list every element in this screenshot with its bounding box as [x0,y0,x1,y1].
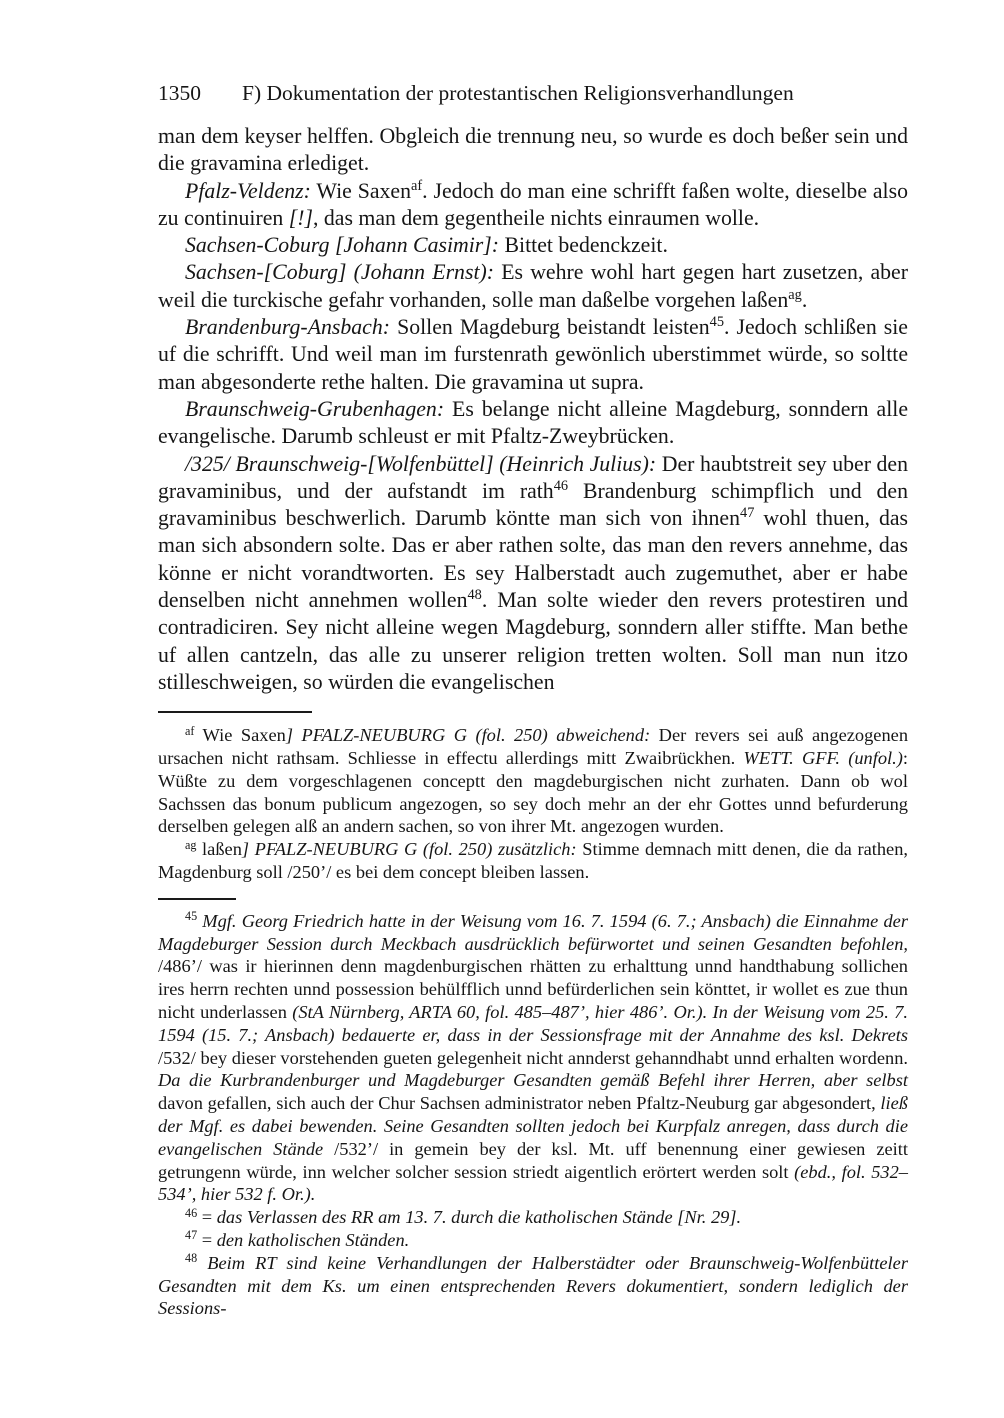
letter-footnotes [158,724,908,884]
footnote-47: $^{47}$ = den katholischen Ständen. [185,1228,410,1250]
text-column [158,80,908,1320]
footnote-marker: ag [185,837,197,852]
footnote-45: $^{45}$ Mgf. Georg Friedrich hatte in der Weisung vom 16. 7. 1594 (6. 7.; Ansbach) die Einnahme der Magdeburger Session durch Meckbach ausdrücklich befürwortet und seinen Gesandten befohlen, /486’/ was ir hierinnen denn magdenburgischen rhätten zu erhalttung unnd handthabung sollichen ires herrn rechten unnd possession behülfflich unnd befürderlichen sein könttet, ir wollet es zue thun nicht underlassen (StA Nürnberg, ARTA 60, fol. 485–487’, hier 486’. Or.). In der Weisung vom 25. 7. 1594 (15. 7.; Ansbach) bedauerte er, dass in der Sessionsfrage mit der Annahme des ksl. Dekrets /532/ bey dieser vorstehenden gueten gelegenheit nicht annderst gehanndhabt unnd erhalten wordenn. Da die Kurbrandenburger und Magdeburger Gesandten gemäß Befehl ihrer Herren, aber selbst davon gefallen, sich auch der Chur Sachsen administrator neben Pfaltz-Neuburg gar abgesondert, ließ der Mgf. es dabei bewenden. Seine Gesandten sollten jedoch bei Kurpfalz anregen, dass durch die evangelischen Stände /532’/ in gemein bey der ksl. Mt. uff benennung einer gewiesen zeitt getrungenn würde, inn welcher solcher session striedt aigentlich erörtert werden solt (ebd., fol. 532–534’, hier 532 f. Or.). [158,909,909,1205]
footnote-marker: 47 [740,505,755,522]
number-footnotes [158,910,908,1320]
footnote-marker: 46 [553,477,569,494]
paragraph-pfalz-veldenz: Pfalz-Veldenz: Wie Saxen$^{af}$. Jedoch do man eine schrifft faßen wolte, dieselbe also zu continuiren [!], das man dem gegentheile nichts einraumen wolle. [158,177,908,230]
paragraph-braunschweig-wolfenbuettel: /325/ Braunschweig-[Wolfenbüttel] (Heinrich Julius): Der haubtstreit sey uber den gravaminibus, und der aufstandt im rath$^{46}$ Brandenburg schimpflich und den gravaminibus beschwerlich. Darumb köntte man sich von ihnen$^{47}$ wohl thuen, das man sich absondern solte. Das er aber rathen solte, das man den revers annehme, das könne er nicht vorandtworten. Es sey Halberstadt auch zugemuthet, aber er habe denselben nicht annehmen wollen$^{48}$. Man solte wieder den revers protestiren und contradiciren. Sey nicht alleine wegen Magdeburg, sonndern aller stiffte. Man bethe uf allen cantzeln, das alle zu unserer religion tretten wolten. Soll man nun itzo stilleschweigen, so würden die evangelischen [158,451,909,694]
paragraph-braunschweig-grubenhagen: Braunschweig-Grubenhagen: Es belange nicht alleine Magdeburg, sonndern alle evangelische. Darumb schleust er mit Pfaltz-Zweybrücken. [158,396,908,449]
footnote-marker: 46 [185,1205,198,1220]
footnote-marker: 45 [709,314,724,331]
footnote-marker: ag [788,286,802,303]
footnote-marker: 48 [185,1251,198,1266]
footnote-separator-letters [158,711,312,713]
footnote-af: $^{af}$ Wie Saxen] PFALZ-NEUBURG G (fol. 250) abweichend: Der revers sei auß angezogenen ursachen nicht rathsam. Schliesse in effectu allerdings mitt Zwaibrückhen. WETT. GFF. (unfol.): Wüßte zu dem vorgeschlagenen conceptt den magdeburgischen nicht zurhaten. Dann ob wol Sachssen das bonum publicum angezogen, so sey doch mehr an der ehr Gottes unnd befurderung derselben gelegen alß an andern sachen, so von ihrer Mt. angezogen wurden. [158,723,909,837]
running-header-title: F) Dokumentation der protestantischen Religionsverhandlungen [242,81,794,105]
footnote-48: $^{48}$ Beim RT sind keine Verhandlungen der Halberstädter oder Braunschweig-Wolfenbütteler Gesandten mit dem Ks. um einen entsprechenden Revers dokumentiert, sondern lediglich der Sessions- [158,1251,908,1319]
footnote-ag: $^{ag}$ laßen] PFALZ-NEUBURG G (fol. 250) zusätzlich: Stimme demnach mitt denen, die da rathen, Magdenburg soll /250’/ es bei dem concept bleiben lassen. [158,837,908,883]
footnote-marker: af [185,723,195,738]
paragraph-sachsen-coburg-casimir: Sachsen-Coburg [Johann Casimir]: Bittet bedenckzeit. [185,233,668,258]
running-header [158,80,908,106]
footnote-marker: 45 [185,909,198,924]
page-number: 1350 [158,81,201,105]
footnote-marker: 48 [467,587,482,604]
paragraph-sachsen-coburg-ernst: Sachsen-[Coburg] (Johann Ernst): Es wehre wohl hart gegen hart zusetzen, aber weil die turckische gefahr vorhanden, solle man daßelbe vorgehen laßen$^{ag}$. [158,260,908,312]
footnote-46: $^{46}$ = das Verlassen des RR am 13. 7. durch die katholischen Stände [Nr. 29]. [185,1205,742,1228]
footnote-marker: af [410,177,423,194]
paragraph-continuation: man dem keyser helffen. Obgleich die trennung neu, so wurde es doch beßer sein und die gravamina erlediget. [158,124,908,176]
footnote-marker: 47 [185,1228,198,1243]
body-text [158,123,908,696]
footnote-separator-numbers [158,898,236,900]
paragraph-brandenburg-ansbach: Brandenburg-Ansbach: Sollen Magdeburg beistandt leisten$^{45}$. Jedoch schlißen sie uf die schrifft. Und weil man im furstenrath gewönlich uberstimmet würde, so soltte man abgesonderte rethe halten. Die gravamina ut supra. [158,314,908,394]
